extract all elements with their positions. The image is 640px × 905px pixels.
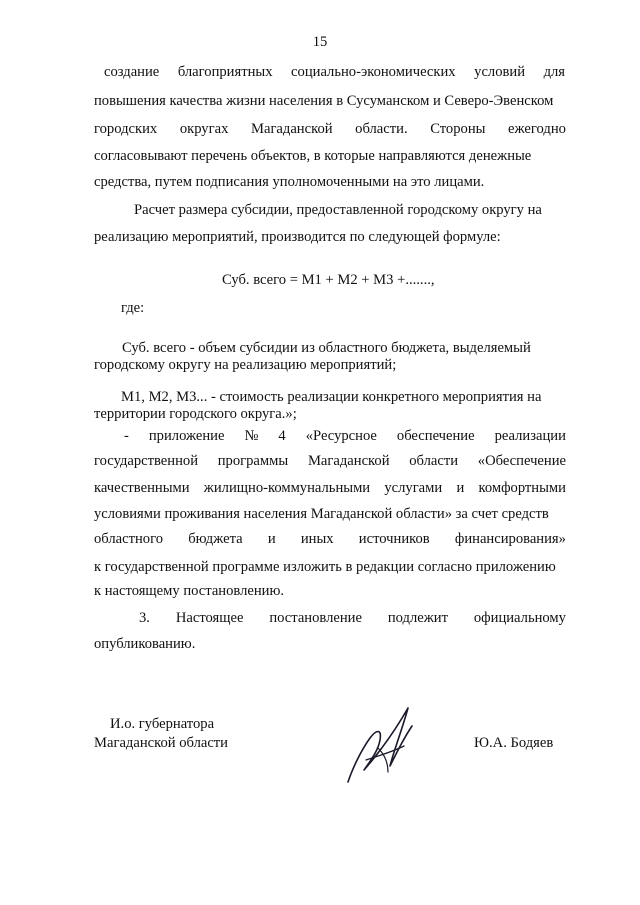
- item-line4: условиями проживания населения Магаданской области» за счет средств: [94, 506, 549, 522]
- item-line6: к государственной программе изложить в редакции согласно приложению: [94, 559, 556, 575]
- word: городских: [94, 121, 158, 137]
- def1-line1: Суб. всего - объем субсидии из областного бюджета, выделяемый: [122, 340, 531, 356]
- para2-line1: Расчет размера субсидии, предоставленной городскому округу на: [134, 202, 542, 218]
- word: иных: [300, 531, 334, 547]
- page-number: 15: [312, 34, 328, 50]
- item-line3: [94, 479, 566, 497]
- item-line5: [94, 530, 566, 548]
- word: качественными: [94, 480, 190, 496]
- word: постановление: [269, 610, 362, 626]
- word: жилищно-коммунальными: [203, 480, 371, 496]
- para1-line4: согласовывают перечень объектов, в которые направляются денежные: [94, 148, 532, 164]
- word: Магаданской: [250, 121, 333, 137]
- def1-line2: городскому округу на реализацию мероприятий;: [94, 357, 397, 373]
- word: комфортными: [478, 480, 566, 496]
- word: финансирования»: [454, 531, 566, 547]
- para2-line2: реализацию мероприятий, производится по следующей формуле:: [94, 229, 501, 245]
- word: «Ресурсное: [305, 428, 377, 444]
- word: создание: [104, 64, 160, 80]
- word: и: [456, 480, 465, 496]
- word: округах: [179, 121, 229, 137]
- word: программы: [217, 453, 289, 469]
- word: «Обеспечение: [477, 453, 566, 469]
- word: социально-экономических: [291, 64, 456, 80]
- item-line7: к настоящему постановлению.: [94, 583, 285, 599]
- word: Магаданской: [307, 453, 390, 469]
- formula: Суб. всего = М1 + М2 + М3 +.......,: [222, 272, 435, 288]
- item-line1: [124, 427, 566, 445]
- def2-line1: М1, М2, М3... - стоимость реализации конкретного мероприятия на: [121, 389, 542, 405]
- signatory-position-line2: Магаданской области: [94, 735, 228, 751]
- word: благоприятных: [177, 64, 273, 80]
- signatory-position-line1: И.о. губернатора: [110, 716, 215, 732]
- word: 3.: [139, 610, 150, 626]
- para1-line5: средства, путем подписания уполномоченными на это лицами.: [94, 174, 485, 190]
- word: подлежит: [387, 610, 448, 626]
- def2-line2: территории городского округа.»;: [94, 406, 297, 422]
- word: -: [124, 428, 129, 444]
- word: реализации: [494, 428, 566, 444]
- word: области: [409, 453, 459, 469]
- word: области.: [355, 121, 408, 137]
- word: и: [267, 531, 276, 547]
- word: для: [543, 64, 565, 80]
- word: 4: [278, 428, 286, 444]
- word: №: [244, 428, 259, 444]
- word: официальному: [473, 610, 566, 626]
- word: бюджета: [188, 531, 243, 547]
- word: услугами: [384, 480, 443, 496]
- word: источников: [358, 531, 430, 547]
- word: Настоящее: [175, 610, 244, 626]
- word: государственной: [94, 453, 199, 469]
- handwritten-signature: [338, 690, 428, 790]
- word: ежегодно: [508, 121, 566, 137]
- where-label: где:: [121, 300, 145, 316]
- item-line2: [94, 452, 566, 470]
- word: обеспечение: [396, 428, 475, 444]
- para1-line2: повышения качества жизни населения в Сусуманском и Северо-Эвенском: [94, 93, 554, 109]
- word: приложение: [148, 428, 225, 444]
- point3-line2: опубликованию.: [94, 636, 196, 652]
- point3-line1: [139, 609, 566, 627]
- word: Стороны: [430, 121, 486, 137]
- word: областного: [94, 531, 163, 547]
- para1-line1: [104, 63, 565, 81]
- word: условий: [474, 64, 526, 80]
- para1-line3: [94, 120, 566, 138]
- signatory-name: Ю.А. Бодяев: [474, 735, 554, 751]
